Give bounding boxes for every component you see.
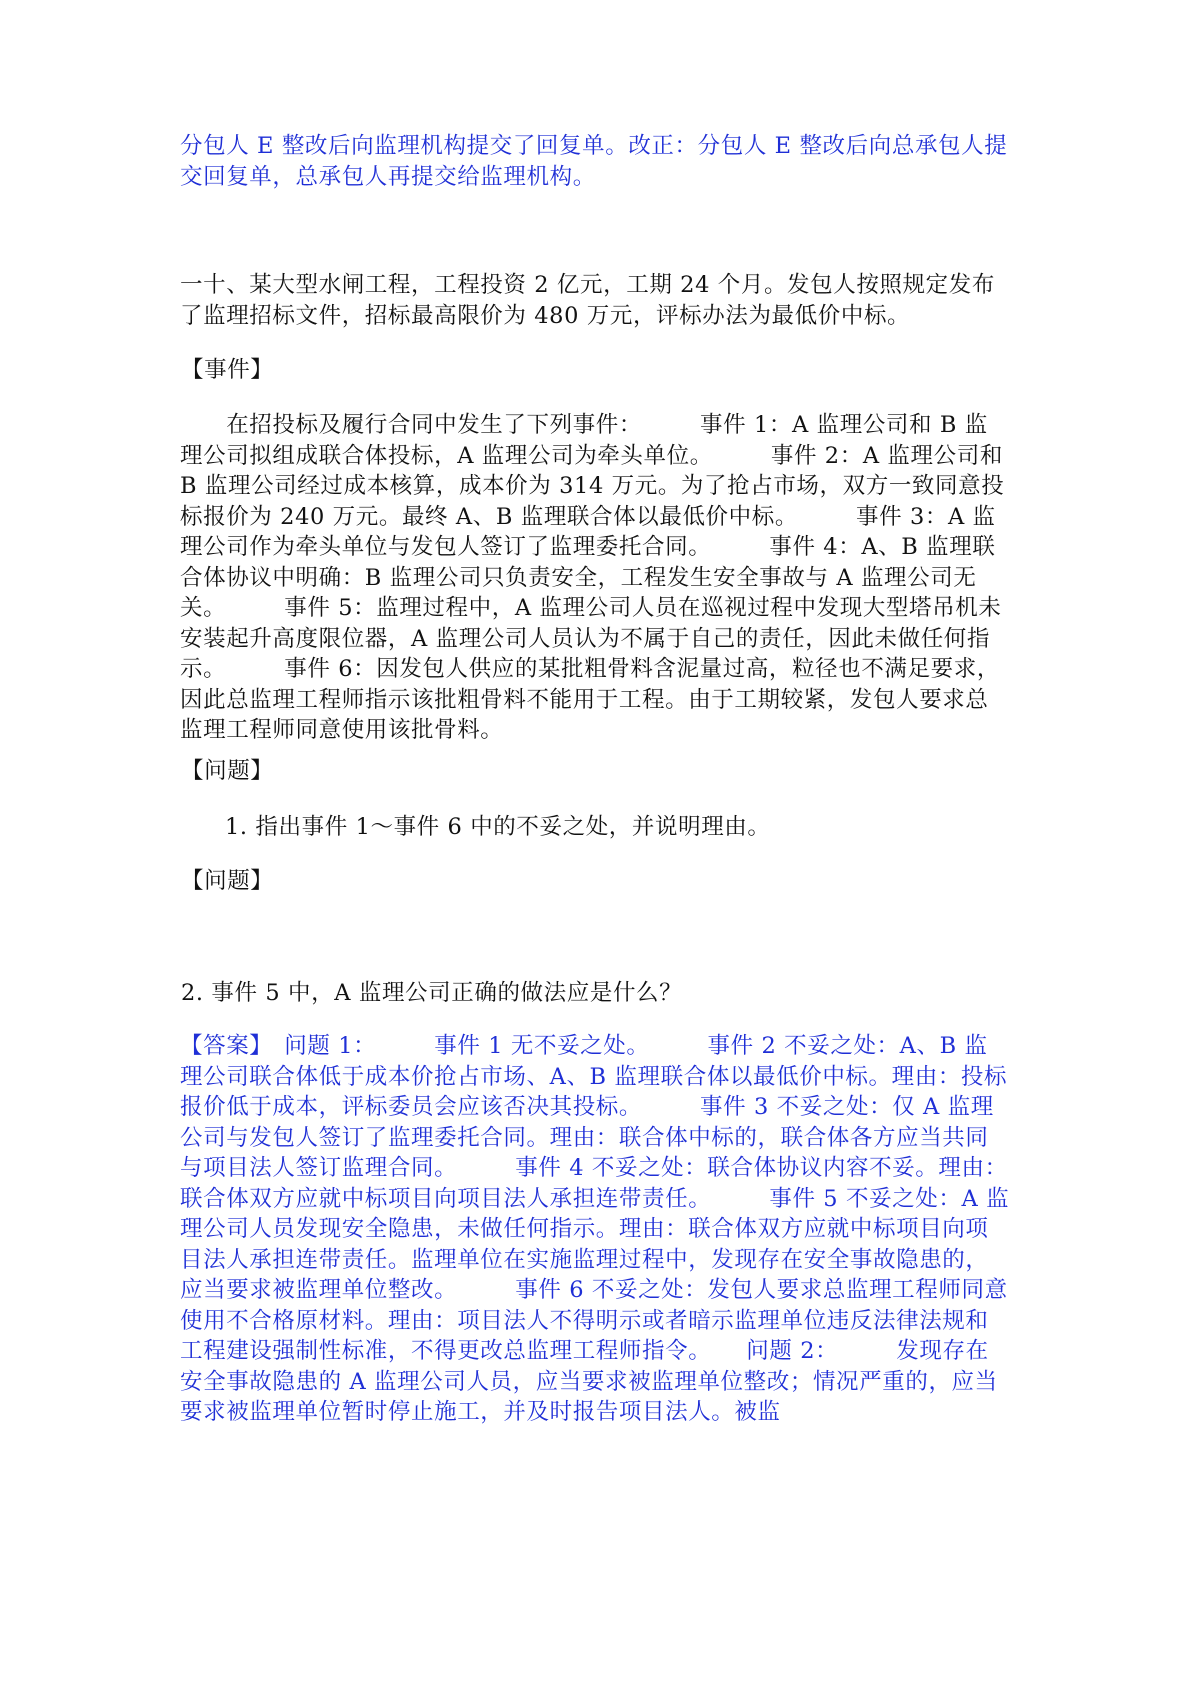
events-label: 【事件】: [181, 357, 274, 383]
question-1-text: 1. 指出事件 1～事件 6 中的不妥之处，并说明理由。: [225, 814, 771, 840]
question-intro-paragraph: 一十、某大型水闸工程，工程投资 2 亿元，工期 24 个月。发包人按照规定发布了监理招标文件，招标最高限价为 480 万元，评标办法为最低价中标。: [180, 272, 995, 329]
events-paragraph: 在招投标及履行合同中发生了下列事件： 事件 1：A 监理公司和 B 监理公司拟组成联合体投标，A 监理公司为牵头单位。 事件 2：A 监理公司和 B 监理公司经过成本核算，成本价为 314 万元。为了抢占市场，双方一致同意投标报价为 240 万元。最终 A、B 监理联合体以最低价中标。 事件 3：A 监理公司作为牵头单位与发包人签订了监理委托合同。 事件 4：A、B 监理联合体协议中明确：B 监理公司只负责安全，工程发生安全事故与 A 监理公司无关。 事件 5：监理过程中，A 监理公司人员在巡视过程中发现大型塔吊机未安装起升高度限位器，A 监理公司人员认为不属于自己的责任，因此未做任何指示。 事件 6：因发包人供应的某批粗骨料含泥量过高，粒径也不满足要求，因此总监理工程师指示该批粗骨料不能用于工程。由于工期较紧，发包人要求总监理工程师同意使用该批骨料。: [180, 412, 1011, 743]
question-label-2: 【问题】: [181, 868, 274, 894]
question-label-1: 【问题】: [181, 758, 274, 784]
answer-paragraph: 【答案】 问题 1： 事件 1 无不妥之处。 事件 2 不妥之处：A、B 监理公司联合体低于成本价抢占市场、A、B 监理联合体以最低价中标。理由：投标报价低于成本，评标委员会应该否决其投标。 事件 3 不妥之处：仅 A 监理公司与发包人签订了监理委托合同。理由：联合体中标的，联合体各方应当共同与项目法人签订监理合同。 事件 4 不妥之处：联合体协议内容不妥。理由：联合体双方应就中标项目向项目法人承担连带责任。 事件 5 不妥之处：A 监理公司人员发现安全隐患，未做任何指示。理由：联合体双方应就中标项目向项目法人承担连带责任。监理单位在实施监理过程中，发现存在安全事故隐患的，应当要求被监理单位整改。 事件 6 不妥之处：发包人要求总监理工程师同意使用不合格原材料。理由：项目法人不得明示或者暗示监理单位违反法律法规和工程建设强制性标准，不得更改总监理工程师指令。 问题 2： 发现存在安全事故隐患的 A 监理公司人员，应当要求被监理单位整改；情况严重的，应当要求被监理单位暂时停止施工，并及时报告项目法人。被监: [180, 1033, 1010, 1425]
previous-answer-paragraph: 分包人 E 整改后向监理机构提交了回复单。改正：分包人 E 整改后向总承包人提交回复单，总承包人再提交给监理机构。: [180, 133, 1008, 190]
question-2-text: 2. 事件 5 中，A 监理公司正确的做法应是什么？: [181, 980, 683, 1006]
